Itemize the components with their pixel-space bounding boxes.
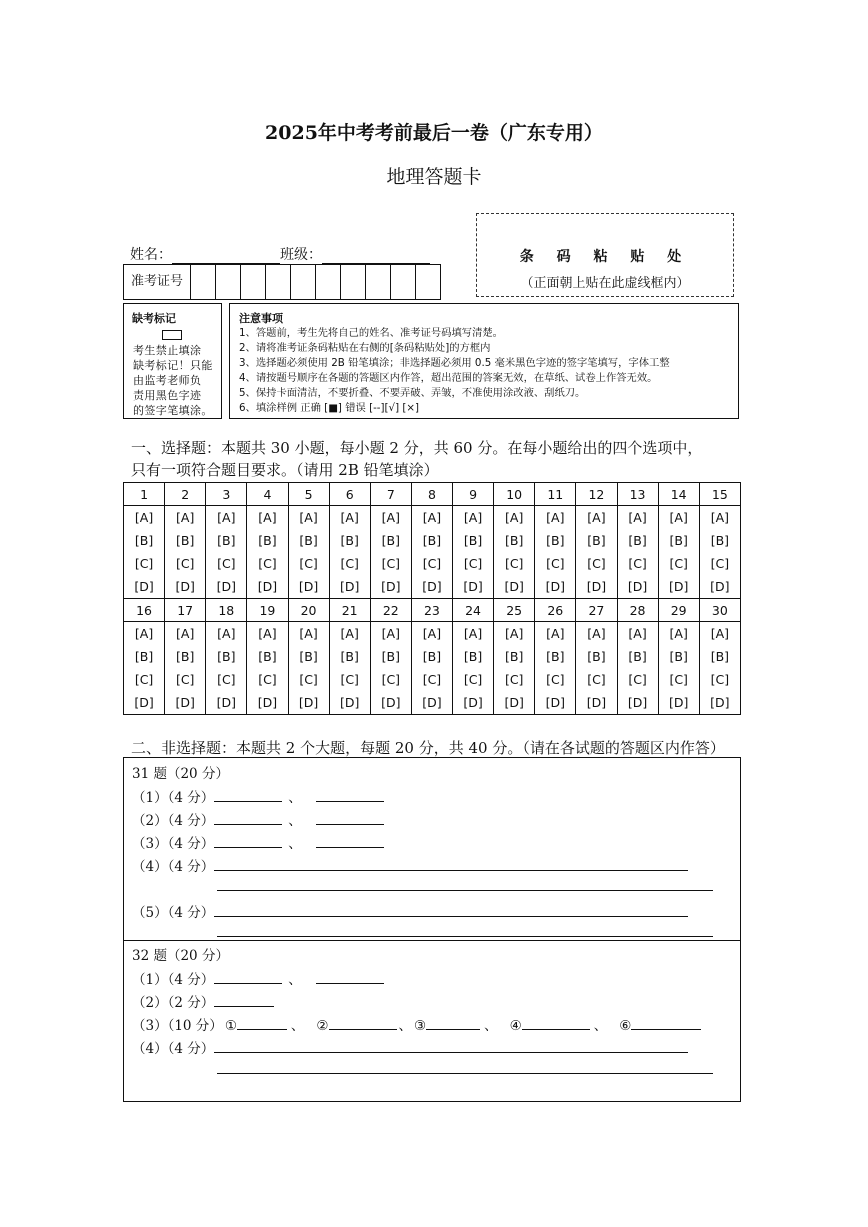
option-bubble[interactable]: [C] — [206, 668, 247, 691]
option-bubble[interactable]: [C] — [494, 668, 535, 691]
question-number: 14 — [658, 483, 699, 506]
option-bubble[interactable]: [C] — [699, 552, 740, 575]
part-label: （3）（4 分） — [132, 836, 215, 852]
name-field[interactable] — [172, 249, 280, 264]
circled-number: ③ — [414, 1018, 427, 1034]
option-bubble[interactable]: [C] — [329, 552, 370, 575]
exam-digit-cell[interactable] — [266, 265, 291, 299]
question-number-row — [124, 599, 741, 622]
option-bubble[interactable]: [D] — [494, 575, 535, 599]
notes-heading: 注意事项 — [239, 312, 283, 325]
answer-blank[interactable] — [426, 1017, 480, 1030]
exam-digit-cell[interactable] — [366, 265, 391, 299]
exam-number-grid — [123, 264, 441, 300]
answer-blank[interactable] — [316, 835, 384, 848]
option-bubble[interactable]: [D] — [453, 691, 494, 715]
option-bubble[interactable]: [A] — [165, 506, 206, 530]
option-bubble[interactable]: [C] — [453, 552, 494, 575]
option-bubble[interactable]: [C] — [370, 552, 411, 575]
question-number: 7 — [370, 483, 411, 506]
option-bubble[interactable]: [A] — [699, 506, 740, 530]
exam-digit-cell[interactable] — [341, 265, 366, 299]
question-number: 5 — [288, 483, 329, 506]
option-bubble[interactable]: [A] — [288, 622, 329, 646]
note-line: 4、请按题号顺序在各题的答题区内作答，超出范围的答案无效，在草纸、试卷上作答无效。 — [239, 372, 658, 384]
option-bubble[interactable]: [A] — [617, 622, 658, 646]
question-number: 13 — [617, 483, 658, 506]
option-bubble[interactable]: [C] — [165, 552, 206, 575]
option-bubble[interactable]: [B] — [658, 645, 699, 668]
q31-part1 — [132, 786, 384, 806]
option-bubble[interactable]: [B] — [329, 529, 370, 552]
option-bubble[interactable]: [A] — [658, 506, 699, 530]
absent-line: 由监考老师负 — [133, 374, 202, 387]
option-bubble[interactable]: [A] — [370, 506, 411, 530]
question-number: 22 — [370, 599, 411, 622]
option-bubble[interactable]: [B] — [658, 529, 699, 552]
answer-blank[interactable] — [214, 812, 282, 825]
option-bubble[interactable]: [B] — [370, 645, 411, 668]
question-number: 3 — [206, 483, 247, 506]
option-bubble[interactable]: [C] — [124, 668, 165, 691]
part-label: （2）（4 分） — [132, 813, 215, 829]
exam-digit-cell[interactable] — [216, 265, 241, 299]
answer-blank[interactable] — [522, 1017, 590, 1030]
option-bubble[interactable]: [D] — [535, 575, 576, 599]
q32-title: 32 题（20 分） — [132, 948, 229, 964]
answer-blank[interactable] — [329, 1017, 397, 1030]
exam-digit-cell[interactable] — [191, 265, 216, 299]
absent-line: 考生禁止填涂 — [133, 344, 202, 357]
option-bubble[interactable]: [D] — [370, 575, 411, 599]
option-bubble[interactable]: [A] — [576, 506, 617, 530]
option-row — [124, 645, 741, 668]
option-row — [124, 622, 741, 646]
answer-line[interactable] — [217, 890, 713, 891]
part-label: （1）（4 分） — [132, 972, 215, 988]
option-bubble[interactable]: [D] — [370, 691, 411, 715]
barcode-label: 条 码 粘 贴 处 — [519, 249, 691, 265]
answer-blank[interactable] — [214, 835, 282, 848]
exam-digit-cell[interactable] — [416, 265, 440, 299]
question-number: 8 — [411, 483, 452, 506]
option-bubble[interactable]: [B] — [206, 529, 247, 552]
option-bubble[interactable]: [C] — [247, 668, 288, 691]
question-number: 19 — [247, 599, 288, 622]
answer-blank[interactable] — [214, 994, 274, 1007]
name-class-line — [130, 244, 430, 264]
question-number: 27 — [576, 599, 617, 622]
question-number: 2 — [165, 483, 206, 506]
option-bubble[interactable]: [C] — [576, 552, 617, 575]
question-number: 20 — [288, 599, 329, 622]
option-bubble[interactable]: [A] — [576, 622, 617, 646]
q31-block — [124, 758, 740, 941]
question-number: 24 — [453, 599, 494, 622]
absent-checkbox[interactable] — [162, 330, 182, 340]
option-bubble[interactable]: [A] — [658, 622, 699, 646]
q31-part4 — [132, 855, 688, 875]
question-number: 17 — [165, 599, 206, 622]
question-number: 25 — [494, 599, 535, 622]
option-bubble[interactable]: [C] — [288, 668, 329, 691]
answer-area — [123, 757, 741, 1102]
option-bubble[interactable]: [A] — [453, 506, 494, 530]
question-number: 21 — [329, 599, 370, 622]
option-bubble[interactable]: [D] — [576, 575, 617, 599]
question-number: 6 — [329, 483, 370, 506]
circled-number: ④ — [509, 1018, 522, 1034]
option-row — [124, 668, 741, 691]
option-bubble[interactable]: [A] — [124, 622, 165, 646]
absent-line: 的签字笔填涂。 — [133, 404, 213, 417]
option-bubble[interactable]: [D] — [206, 575, 247, 599]
option-bubble[interactable]: [C] — [329, 668, 370, 691]
option-bubble[interactable]: [D] — [699, 691, 740, 715]
option-bubble[interactable]: [A] — [699, 622, 740, 646]
question-number: 1 — [124, 483, 165, 506]
option-bubble[interactable]: [D] — [411, 691, 452, 715]
option-bubble[interactable]: [D] — [411, 575, 452, 599]
question-number: 15 — [699, 483, 740, 506]
option-bubble[interactable]: [D] — [494, 691, 535, 715]
option-bubble[interactable]: [B] — [411, 529, 452, 552]
option-bubble[interactable]: [C] — [411, 668, 452, 691]
option-bubble[interactable]: [C] — [617, 552, 658, 575]
option-bubble[interactable]: [C] — [617, 668, 658, 691]
option-bubble[interactable]: [C] — [288, 552, 329, 575]
exam-digit-cell[interactable] — [291, 265, 316, 299]
option-bubble[interactable]: [C] — [411, 552, 452, 575]
option-bubble[interactable]: [A] — [247, 506, 288, 530]
barcode-area — [476, 213, 734, 297]
answer-blank[interactable] — [316, 812, 384, 825]
option-bubble[interactable]: [C] — [658, 668, 699, 691]
option-bubble[interactable]: [A] — [535, 622, 576, 646]
option-bubble[interactable]: [A] — [453, 622, 494, 646]
option-bubble[interactable]: [A] — [247, 622, 288, 646]
option-bubble[interactable]: [D] — [658, 575, 699, 599]
question-number: 11 — [535, 483, 576, 506]
option-bubble[interactable]: [C] — [576, 668, 617, 691]
option-bubble[interactable]: [C] — [535, 552, 576, 575]
option-bubble[interactable]: [D] — [288, 575, 329, 599]
exam-number-label: 准考证号 — [124, 265, 191, 299]
option-bubble[interactable]: [B] — [247, 645, 288, 668]
option-bubble[interactable]: [A] — [329, 506, 370, 530]
option-bubble[interactable]: [D] — [576, 691, 617, 715]
option-bubble[interactable]: [D] — [617, 575, 658, 599]
option-bubble[interactable]: [B] — [535, 645, 576, 668]
option-bubble[interactable]: [B] — [165, 645, 206, 668]
answer-blank[interactable] — [316, 971, 384, 984]
option-bubble[interactable]: [A] — [411, 622, 452, 646]
separator: 、 — [288, 836, 302, 852]
option-bubble[interactable]: [C] — [206, 552, 247, 575]
choice-answer-table — [123, 482, 741, 715]
note-line: 2、请将准考证条码粘贴在右侧的[条码粘贴处]的方框内 — [239, 342, 491, 354]
option-bubble[interactable]: [B] — [329, 645, 370, 668]
exam-digit-cell[interactable] — [316, 265, 341, 299]
note-line: 6、填涂样例 正确 [■] 错误 [--][√] [×] — [239, 402, 420, 414]
option-bubble[interactable]: [A] — [288, 506, 329, 530]
question-number: 29 — [658, 599, 699, 622]
separator: 、 — [288, 972, 302, 988]
part-label: （2）（2 分） — [132, 995, 215, 1011]
part-label: （3）（10 分） — [132, 1018, 223, 1034]
option-bubble[interactable]: [A] — [370, 622, 411, 646]
option-bubble[interactable]: [A] — [206, 622, 247, 646]
option-row — [124, 552, 741, 575]
option-bubble[interactable]: [D] — [535, 691, 576, 715]
option-bubble[interactable]: [B] — [206, 645, 247, 668]
q32-part4 — [132, 1037, 688, 1057]
question-number: 9 — [453, 483, 494, 506]
q32-part2 — [132, 991, 274, 1011]
option-bubble[interactable]: [B] — [453, 645, 494, 668]
option-bubble[interactable]: [B] — [124, 529, 165, 552]
option-bubble[interactable]: [B] — [247, 529, 288, 552]
part-label: （4）（4 分） — [132, 859, 215, 875]
option-bubble[interactable]: [B] — [699, 645, 740, 668]
class-label: 班级： — [280, 247, 322, 263]
separator: 、 — [288, 813, 302, 829]
option-bubble[interactable]: [C] — [535, 668, 576, 691]
exam-digit-cell[interactable] — [391, 265, 416, 299]
option-bubble[interactable]: [C] — [453, 668, 494, 691]
note-line: 5、保持卡面清洁，不要折叠、不要弄破、弄皱，不准使用涂改液、刮纸刀。 — [239, 387, 586, 399]
option-bubble[interactable]: [D] — [247, 691, 288, 715]
option-row — [124, 506, 741, 530]
class-field[interactable] — [322, 249, 430, 264]
question-number-row — [124, 483, 741, 506]
answer-line[interactable] — [214, 1040, 688, 1053]
answer-line[interactable] — [217, 936, 713, 937]
option-bubble[interactable]: [B] — [535, 529, 576, 552]
option-bubble[interactable]: [B] — [617, 645, 658, 668]
q32-part1 — [132, 968, 384, 988]
option-bubble[interactable]: [C] — [494, 552, 535, 575]
option-bubble[interactable]: [D] — [699, 575, 740, 599]
option-bubble[interactable]: [C] — [165, 668, 206, 691]
option-bubble[interactable]: [D] — [165, 575, 206, 599]
option-bubble[interactable]: [A] — [206, 506, 247, 530]
q31-part5 — [132, 901, 688, 921]
option-bubble[interactable]: [A] — [329, 622, 370, 646]
absent-instructions — [124, 342, 221, 418]
option-bubble[interactable]: [A] — [494, 506, 535, 530]
question-number: 23 — [411, 599, 452, 622]
separator: 、 — [593, 1018, 608, 1034]
note-line: 3、选择题必须使用 2B 铅笔填涂；非选择题必须用 0.5 毫米黑色字迹的签字笔填写，字体工整 — [239, 357, 670, 369]
option-bubble[interactable]: [C] — [658, 552, 699, 575]
option-bubble[interactable]: [B] — [494, 529, 535, 552]
option-row — [124, 691, 741, 715]
option-bubble[interactable]: [B] — [494, 645, 535, 668]
section2-heading: 二、非选择题：本题共 2 个大题，每题 20 分，共 40 分。（请在各试题的答题区内作答） — [131, 739, 725, 757]
absent-heading: 缺考标记 — [132, 312, 176, 325]
question-number: 12 — [576, 483, 617, 506]
option-bubble[interactable]: [B] — [576, 645, 617, 668]
option-bubble[interactable]: [B] — [617, 529, 658, 552]
question-number: 30 — [699, 599, 740, 622]
separator: 、 — [290, 1018, 305, 1034]
option-bubble[interactable]: [B] — [699, 529, 740, 552]
question-number: 18 — [206, 599, 247, 622]
section1-heading-line1: 一、选择题：本题共 30 小题，每小题 2 分，共 60 分。在每小题给出的四个选项中， — [131, 439, 703, 457]
circled-number: ② — [316, 1018, 329, 1034]
absent-line: 责用黑色字迹 — [133, 389, 202, 402]
answer-line[interactable] — [217, 1073, 713, 1074]
answer-blank[interactable] — [237, 1017, 287, 1030]
barcode-note: （正面朝上贴在此虚线框内） — [520, 276, 690, 291]
separator: 、 — [288, 790, 302, 806]
section1-heading-line2: 只有一项符合题目要求。（请用 2B 铅笔填涂） — [131, 461, 439, 479]
question-number: 4 — [247, 483, 288, 506]
answer-blank[interactable] — [214, 971, 282, 984]
option-bubble[interactable]: [D] — [453, 575, 494, 599]
answer-blank[interactable] — [214, 789, 282, 802]
option-bubble[interactable]: [D] — [247, 575, 288, 599]
q31-title: 31 题（20 分） — [132, 766, 229, 782]
option-bubble[interactable]: [B] — [288, 529, 329, 552]
option-bubble[interactable]: [D] — [288, 691, 329, 715]
question-number: 26 — [535, 599, 576, 622]
separator: 、 — [398, 1018, 413, 1034]
option-bubble[interactable]: [D] — [124, 691, 165, 715]
separator: 、 — [484, 1018, 498, 1034]
option-bubble[interactable]: [B] — [124, 645, 165, 668]
option-bubble[interactable]: [A] — [124, 506, 165, 530]
option-bubble[interactable]: [D] — [617, 691, 658, 715]
option-bubble[interactable]: [C] — [370, 668, 411, 691]
q31-part3 — [132, 832, 384, 852]
option-bubble[interactable]: [A] — [165, 622, 206, 646]
notes-box — [229, 303, 739, 419]
exam-digit-cell[interactable] — [241, 265, 266, 299]
option-bubble[interactable]: [A] — [411, 506, 452, 530]
option-bubble[interactable]: [C] — [247, 552, 288, 575]
option-bubble[interactable]: [C] — [124, 552, 165, 575]
absent-mark-box — [123, 303, 222, 419]
part-label: （1）（4 分） — [132, 790, 215, 806]
option-bubble[interactable]: [B] — [453, 529, 494, 552]
option-bubble[interactable]: [D] — [165, 691, 206, 715]
circled-number: ① — [224, 1018, 237, 1034]
card-subtitle: 地理答题卡 — [386, 166, 482, 188]
option-bubble[interactable]: [D] — [658, 691, 699, 715]
part-label: （4）（4 分） — [132, 1041, 215, 1057]
option-bubble[interactable]: [B] — [165, 529, 206, 552]
option-bubble[interactable]: [B] — [576, 529, 617, 552]
question-number: 10 — [494, 483, 535, 506]
option-bubble[interactable]: [A] — [535, 506, 576, 530]
option-bubble[interactable]: [D] — [329, 691, 370, 715]
option-bubble[interactable]: [D] — [124, 575, 165, 599]
question-number: 28 — [617, 599, 658, 622]
answer-blank[interactable] — [631, 1017, 701, 1030]
option-bubble[interactable]: [D] — [329, 575, 370, 599]
q32-part3 — [132, 1014, 701, 1034]
answer-blank[interactable] — [316, 789, 384, 802]
note-line: 1、答题前，考生先将自己的姓名、准考证号码填写清楚。 — [239, 327, 503, 339]
option-bubble[interactable]: [D] — [206, 691, 247, 715]
answer-line[interactable] — [214, 904, 688, 917]
option-row — [124, 529, 741, 552]
q31-part2 — [132, 809, 384, 829]
option-bubble[interactable]: [B] — [411, 645, 452, 668]
option-bubble[interactable]: [B] — [370, 529, 411, 552]
question-number: 16 — [124, 599, 165, 622]
answer-line[interactable] — [214, 858, 688, 871]
card-title: 2025年中考考前最后一卷（广东专用） — [265, 122, 603, 144]
part-label: （5）（4 分） — [132, 905, 215, 921]
option-bubble[interactable]: [C] — [699, 668, 740, 691]
option-bubble[interactable]: [A] — [494, 622, 535, 646]
option-bubble[interactable]: [B] — [288, 645, 329, 668]
absent-line: 缺考标记！只能 — [133, 359, 213, 372]
option-bubble[interactable]: [A] — [617, 506, 658, 530]
name-label: 姓名： — [130, 247, 172, 263]
circled-number: ⑥ — [619, 1018, 632, 1034]
option-row — [124, 575, 741, 599]
